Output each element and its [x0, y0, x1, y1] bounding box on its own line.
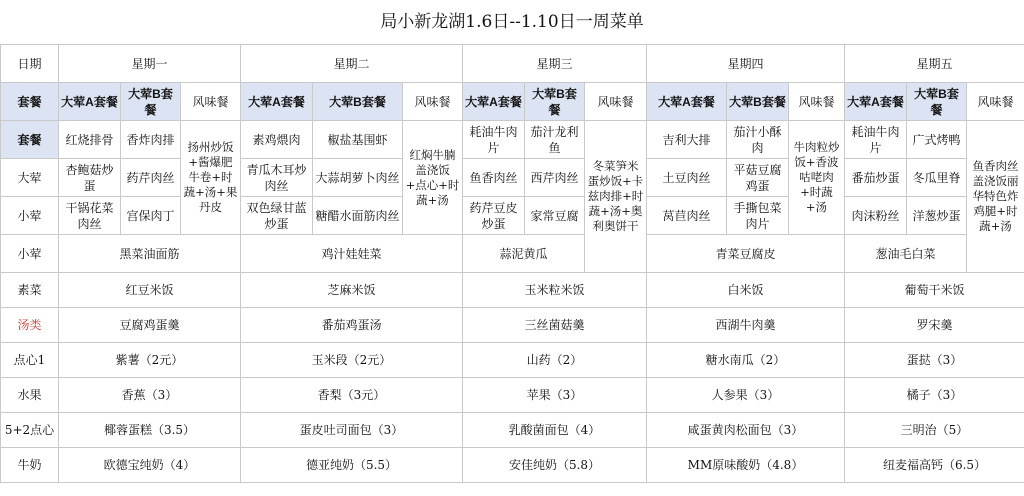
menu-cell: 豆腐鸡蛋羹	[59, 308, 241, 343]
flavor-cell: 红焖牛腩盖浇饭+点心+时蔬+汤	[403, 121, 463, 235]
menu-cell: 干锅花菜肉丝	[59, 197, 121, 235]
menu-cell: 黑菜油面筋	[59, 235, 241, 273]
table-row	[1, 159, 1024, 197]
flavor-header: 风味餐	[789, 83, 845, 121]
row-label-snack: 点心1	[1, 343, 59, 378]
menu-cell: 耗油牛肉片	[845, 121, 907, 159]
menu-cell: 肉沫粉丝	[845, 197, 907, 235]
day-thursday: 星期四	[647, 45, 845, 83]
menu-cell: 糖醋水面筋肉丝	[313, 197, 403, 235]
menu-cell: 红豆米饭	[59, 273, 241, 308]
menu-cell: 德亚纯奶（5.5）	[241, 448, 463, 483]
day-friday: 星期五	[845, 45, 1024, 83]
menu-cell: 蛋皮吐司面包（3）	[241, 413, 463, 448]
set-header-label: 套餐	[1, 83, 59, 121]
menu-cell: 欧德宝纯奶（4）	[59, 448, 241, 483]
day-tuesday: 星期二	[241, 45, 463, 83]
table-row	[1, 273, 1024, 308]
page-title: 局小新龙湖1.6日--1.10日一周菜单	[380, 12, 644, 32]
menu-cell: 药芹豆皮炒蛋	[463, 197, 525, 235]
table-row	[1, 235, 1024, 273]
set-a-header: 大荤A套餐	[845, 83, 907, 121]
flavor-cell: 牛肉粒炒饭+香波咕咾肉+时蔬+汤	[789, 121, 845, 235]
table-row	[1, 343, 1024, 378]
row-label-fruit: 水果	[1, 378, 59, 413]
menu-cell: 香蕉（3）	[59, 378, 241, 413]
day-wednesday: 星期三	[463, 45, 647, 83]
menu-cell: 双色绿甘蓝炒蛋	[241, 197, 313, 235]
set-b-header: 大荤B套餐	[121, 83, 181, 121]
menu-cell: 芝麻米饭	[241, 273, 463, 308]
menu-cell: 山药（2）	[463, 343, 647, 378]
table-row	[1, 197, 1024, 235]
menu-cell: 茄汁龙利鱼	[525, 121, 585, 159]
row-label-small-meat-2: 小荤	[1, 235, 59, 273]
table-row	[1, 45, 1024, 83]
menu-cell: 洋葱炒蛋	[907, 197, 967, 235]
menu-cell: 蛋挞（3）	[845, 343, 1024, 378]
menu-cell: 红烧排骨	[59, 121, 121, 159]
menu-cell: 乳酸菌面包（4）	[463, 413, 647, 448]
row-label-milk: 牛奶	[1, 448, 59, 483]
menu-cell: 紫薯（2元）	[59, 343, 241, 378]
flavor-header: 风味餐	[967, 83, 1024, 121]
row-label-veg: 素菜	[1, 273, 59, 308]
set-a-header: 大荤A套餐	[463, 83, 525, 121]
menu-cell: 药芹肉丝	[121, 159, 181, 197]
menu-cell: 玉米粒米饭	[463, 273, 647, 308]
menu-cell: 糖水南瓜（2）	[647, 343, 845, 378]
menu-cell: 葱油毛白菜	[845, 235, 967, 273]
table-row	[1, 413, 1024, 448]
menu-cell: 茄汁小酥肉	[727, 121, 789, 159]
menu-cell: 青瓜木耳炒肉丝	[241, 159, 313, 197]
menu-cell: 鸡汁娃娃菜	[241, 235, 463, 273]
menu-cell: 橘子（3）	[845, 378, 1024, 413]
menu-cell: 西湖牛肉羹	[647, 308, 845, 343]
menu-cell: 香炸肉排	[121, 121, 181, 159]
row-label-soup: 汤类	[1, 308, 59, 343]
menu-cell: 鱼香肉丝	[463, 159, 525, 197]
table-row	[1, 121, 1024, 159]
menu-cell: 手撕包菜肉片	[727, 197, 789, 235]
menu-cell: 杏鲍菇炒蛋	[59, 159, 121, 197]
menu-cell: 宫保肉丁	[121, 197, 181, 235]
menu-cell: 椰蓉蛋糕（3.5）	[59, 413, 241, 448]
flavor-header: 风味餐	[585, 83, 647, 121]
menu-cell: 莴苣肉丝	[647, 197, 727, 235]
set-b-header: 大荤B套餐	[525, 83, 585, 121]
menu-cell: 家常豆腐	[525, 197, 585, 235]
menu-cell: 耗油牛肉片	[463, 121, 525, 159]
row-label-set: 套餐	[1, 121, 59, 159]
menu-cell: 三明治（5）	[845, 413, 1024, 448]
menu-cell: 纽麦福高钙（6.5）	[845, 448, 1024, 483]
menu-cell: MM原味酸奶（4.8）	[647, 448, 845, 483]
menu-cell: 番茄炒蛋	[845, 159, 907, 197]
date-label: 日期	[1, 45, 59, 83]
table-row	[1, 83, 1024, 121]
day-monday: 星期一	[59, 45, 241, 83]
flavor-header: 风味餐	[403, 83, 463, 121]
menu-cell: 白米饭	[647, 273, 845, 308]
table-row	[1, 448, 1024, 483]
menu-cell: 大蒜胡萝卜肉丝	[313, 159, 403, 197]
menu-cell: 椒盐基围虾	[313, 121, 403, 159]
menu-cell: 咸蛋黄肉松面包（3）	[647, 413, 845, 448]
flavor-cell: 鱼香肉丝盖浇饭丽华特色炸鸡腿+时蔬+汤	[967, 121, 1024, 273]
menu-cell: 番茄鸡蛋汤	[241, 308, 463, 343]
row-label-small-meat: 小荤	[1, 197, 59, 235]
set-b-header: 大荤B套餐	[313, 83, 403, 121]
set-b-header: 大荤B套餐	[727, 83, 789, 121]
set-a-header: 大荤A套餐	[241, 83, 313, 121]
flavor-cell: 冬菜笋米蛋炒饭+卡兹肉排+时蔬+汤+奥利奥饼干	[585, 121, 647, 273]
menu-cell: 吉利大排	[647, 121, 727, 159]
menu-cell: 蒜泥黄瓜	[463, 235, 585, 273]
table-row	[1, 308, 1024, 343]
weekly-menu-table	[0, 44, 1024, 483]
row-label-snack-52: 5+2点心	[1, 413, 59, 448]
set-b-header: 大荤B套餐	[907, 83, 967, 121]
menu-cell: 冬瓜里脊	[907, 159, 967, 197]
set-a-header: 大荤A套餐	[647, 83, 727, 121]
menu-cell: 青菜豆腐皮	[647, 235, 845, 273]
menu-cell: 素鸡煨肉	[241, 121, 313, 159]
menu-cell: 葡萄干米饭	[845, 273, 1024, 308]
table-row	[1, 378, 1024, 413]
menu-cell: 土豆肉丝	[647, 159, 727, 197]
flavor-header: 风味餐	[181, 83, 241, 121]
menu-cell: 广式烤鸭	[907, 121, 967, 159]
menu-cell: 罗宋羹	[845, 308, 1024, 343]
menu-cell: 平菇豆腐鸡蛋	[727, 159, 789, 197]
set-a-header: 大荤A套餐	[59, 83, 121, 121]
flavor-cell: 扬州炒饭+酱爆肥牛卷+时蔬+汤+果丹皮	[181, 121, 241, 235]
row-label-big-meat: 大荤	[1, 159, 59, 197]
menu-cell: 香梨（3元）	[241, 378, 463, 413]
menu-cell: 三丝菌菇羹	[463, 308, 647, 343]
menu-cell: 人参果（3）	[647, 378, 845, 413]
menu-cell: 安佳纯奶（5.8）	[463, 448, 647, 483]
menu-cell: 苹果（3）	[463, 378, 647, 413]
menu-cell: 西芹肉丝	[525, 159, 585, 197]
menu-cell: 玉米段（2元）	[241, 343, 463, 378]
